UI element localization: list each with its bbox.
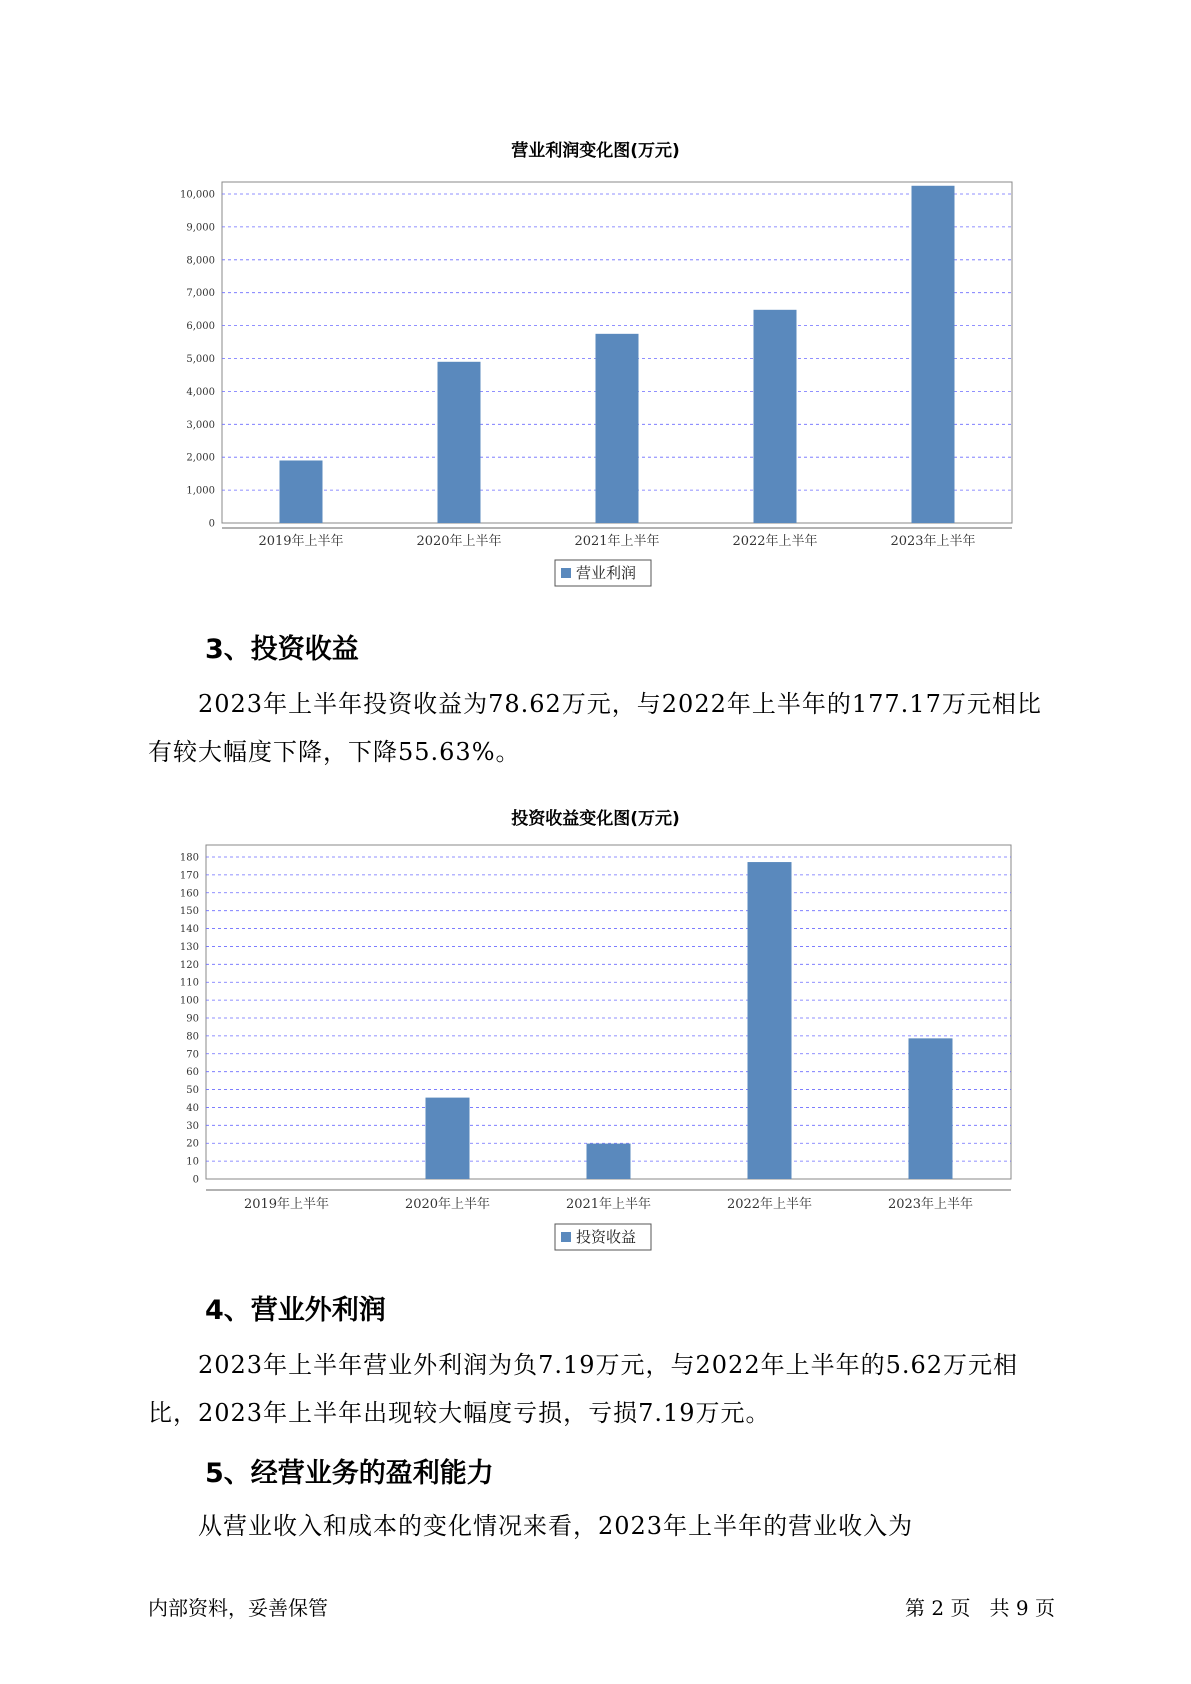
section-heading-profitability: 5、经营业务的盈利能力: [205, 1458, 494, 1489]
y-tick-label: 110: [179, 977, 199, 989]
y-tick-label: 40: [186, 1102, 199, 1114]
x-category-label: 2022年上半年: [732, 534, 818, 549]
footer-confidential-note: 内部资料，妥善保管: [148, 1596, 328, 1620]
chart-2-title: 投资收益变化图(万元): [511, 809, 680, 829]
y-tick-label: 10,000: [180, 189, 215, 201]
section-heading-non-operating-profit: 4、营业外利润: [205, 1295, 386, 1326]
y-tick-label: 150: [179, 906, 199, 918]
y-tick-label: 30: [186, 1120, 199, 1132]
y-tick-label: 170: [179, 870, 199, 882]
bar: [748, 862, 792, 1179]
y-tick-label: 7,000: [186, 288, 215, 300]
legend-label: 投资收益: [576, 1228, 637, 1246]
bar: [909, 1038, 953, 1179]
x-category-label: 2023年上半年: [890, 534, 976, 549]
y-tick-label: 2,000: [186, 452, 215, 464]
x-category-label: 2023年上半年: [887, 1197, 974, 1212]
y-tick-label: 120: [179, 959, 199, 971]
x-category-label: 2022年上半年: [726, 1197, 813, 1212]
x-category-label: 2019年上半年: [258, 534, 344, 549]
y-tick-label: 4,000: [186, 386, 215, 398]
chart-1-title: 营业利润变化图(万元): [511, 141, 680, 161]
x-category-label: 2020年上半年: [416, 534, 502, 549]
y-tick-label: 0: [192, 1174, 199, 1186]
y-tick-label: 80: [186, 1031, 199, 1043]
x-category-label: 2019年上半年: [243, 1197, 330, 1212]
y-tick-label: 0: [208, 518, 215, 530]
section-paragraph-non-operating-profit: 2023年上半年营业外利润为负7.19万元，与2022年上半年的5.62万元相比，2023年上半年出现较大幅度亏损，亏损7.19万元。: [148, 1351, 1019, 1427]
y-tick-label: 100: [179, 995, 199, 1007]
bar: [587, 1144, 631, 1179]
legend-swatch: [561, 1232, 571, 1242]
y-tick-label: 10: [186, 1156, 199, 1168]
legend-label: 营业利润: [576, 564, 637, 582]
y-tick-label: 9,000: [186, 222, 215, 234]
y-tick-label: 140: [179, 924, 199, 936]
y-tick-label: 6,000: [186, 321, 215, 333]
x-category-label: 2020年上半年: [404, 1197, 491, 1212]
y-tick-label: 160: [179, 888, 199, 900]
bar: [426, 1098, 470, 1179]
y-tick-label: 8,000: [186, 255, 215, 267]
y-tick-label: 20: [186, 1138, 199, 1150]
x-category-label: 2021年上半年: [565, 1197, 652, 1212]
section-heading-investment-income: 3、投资收益: [205, 634, 359, 665]
section-paragraph-profitability: 从营业收入和成本的变化情况来看，2023年上半年的营业收入为: [198, 1512, 914, 1540]
x-category-label: 2021年上半年: [574, 534, 660, 549]
y-tick-label: 90: [186, 1013, 199, 1025]
y-tick-label: 180: [179, 852, 199, 864]
y-tick-label: 50: [186, 1085, 199, 1097]
y-tick-label: 70: [186, 1049, 199, 1061]
y-tick-label: 5,000: [186, 354, 215, 365]
footer-page-number: 第 2 页 共 9 页: [905, 1596, 1055, 1620]
y-tick-label: 130: [179, 941, 199, 953]
section-paragraph-investment-income: 2023年上半年投资收益为78.62万元，与2022年上半年的177.17万元相比有较大幅度下降，下降55.63%。: [148, 690, 1042, 766]
plot-area: [206, 845, 1011, 1179]
y-tick-label: 60: [186, 1067, 199, 1079]
y-tick-label: 1,000: [186, 485, 215, 497]
y-tick-label: 3,000: [186, 419, 215, 431]
